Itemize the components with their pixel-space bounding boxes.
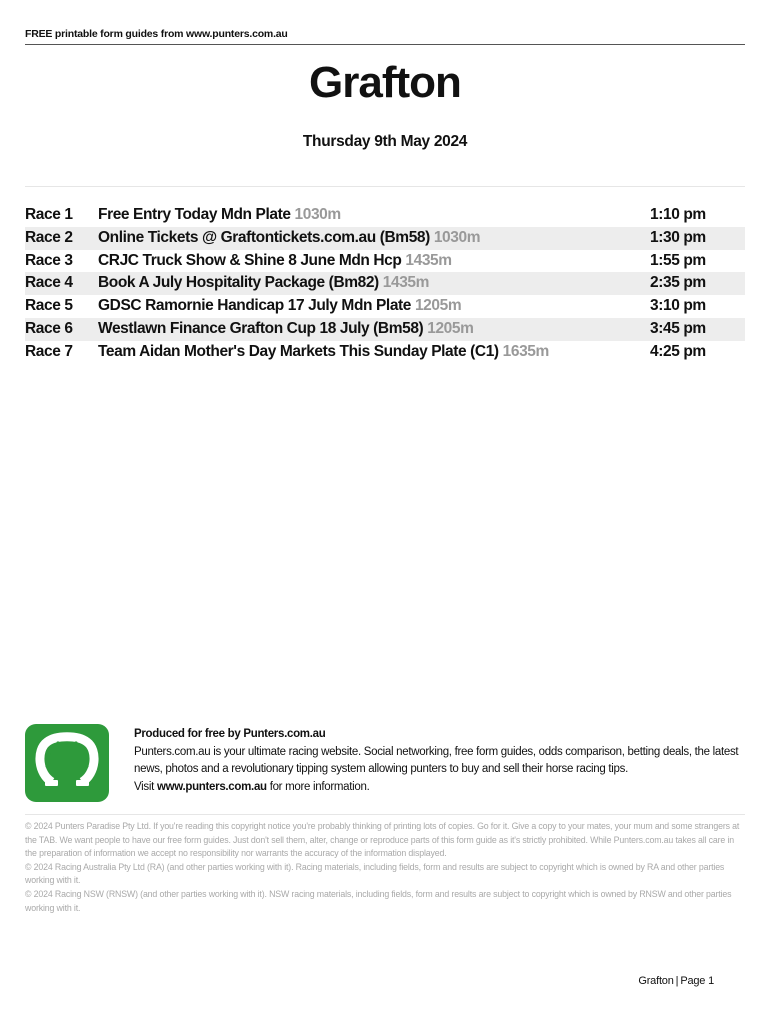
race-number: Race 1 [25, 206, 73, 223]
promo-visit [134, 779, 749, 797]
meeting-date: Thursday 9th May 2024 [302, 133, 468, 150]
race-name: GDSC Ramornie Handicap 17 July Mdn Plate [98, 297, 412, 315]
race-row [25, 227, 745, 250]
race-number: Race 4 [25, 274, 73, 292]
race-number: Race 5 [25, 297, 73, 315]
race-row [25, 318, 745, 341]
race-number: Race 3 [25, 251, 73, 269]
divider [25, 186, 745, 187]
footer-venue: Grafton [638, 975, 674, 987]
copyright-punters: © 2024 Punters Paradise Pty Ltd. If you're reading this copyright notice you're probably thinking of printing lots of copies. Go for it. Give a copy to your mates, your mum and some strangers at the TAB. We want people to have our free form guides. Just don't sell them, alter, change or reproduce parts of this form guide as it's strictly prohibited. While Punters.com.au takes all care in the preparation of information we accept no responsibility nor warrants the accuracy of the information displayed. [25, 821, 740, 859]
race-time: 1:55 pm [650, 251, 706, 269]
race-number: Race 7 [25, 342, 73, 360]
copyright-racing-australia: © 2024 Racing Australia Pty Ltd (RA) (and other parties working with it). Racing materials, including fields, form and results are subject to copyright which is owned by RA and other parties working with it. [25, 861, 725, 886]
race-time: 1:10 pm [650, 206, 706, 223]
race-number: Race 6 [25, 319, 73, 337]
horseshoe-icon [25, 724, 109, 802]
footer-separator: | [675, 975, 679, 987]
visit-suffix: for more information. [269, 780, 370, 793]
venue-title: Grafton [309, 58, 461, 107]
race-distance: 1030m [294, 206, 341, 223]
visit-prefix: Visit [134, 780, 155, 793]
divider [25, 814, 745, 815]
race-time: 2:35 pm [650, 274, 706, 292]
promo-title: Produced for free by Punters.com.au [134, 728, 326, 740]
race-distance: 1635m [502, 342, 549, 360]
header-tagline: FREE printable form guides from www.punters.com.au [25, 28, 745, 45]
race-title [98, 227, 480, 250]
copyright-racing-nsw: © 2024 Racing NSW (RNSW) (and other parties working with it). NSW racing materials, including fields, form and results are subject to copyright which is owned by RNSW and other parties working with it. [25, 888, 732, 913]
race-title [98, 341, 549, 364]
race-name: CRJC Truck Show & Shine 8 June Mdn Hcp [98, 251, 402, 269]
race-row [25, 250, 745, 273]
race-time: 3:10 pm [650, 297, 706, 315]
race-distance: 1030m [433, 228, 481, 246]
punters-link[interactable]: www.punters.com.au [156, 780, 267, 793]
race-time: 1:30 pm [650, 228, 706, 246]
race-name: Team Aidan Mother's Day Markets This Sunday Plate (C1) [98, 342, 499, 360]
race-row [25, 295, 745, 318]
promo-block [134, 726, 749, 796]
race-list [25, 204, 745, 364]
race-name: Online Tickets @ Graftontickets.com.au (Bm58) [98, 228, 430, 246]
page-number: Page 1 [680, 975, 714, 987]
race-name: Free Entry Today Mdn Plate [98, 206, 291, 223]
race-name: Book A July Hospitality Package (Bm82) [98, 274, 379, 292]
page-footer [560, 975, 714, 987]
race-title [98, 272, 429, 295]
race-time: 4:25 pm [650, 342, 706, 360]
race-name: Westlawn Finance Grafton Cup 18 July (Bm58) [98, 319, 424, 337]
legal-notice [25, 820, 747, 915]
race-row [25, 204, 745, 227]
race-distance: 1435m [405, 251, 452, 269]
race-distance: 1205m [427, 319, 474, 337]
race-row [25, 272, 745, 295]
race-title [98, 250, 452, 273]
race-row [25, 341, 745, 364]
promo-body: Punters.com.au is your ultimate racing website. Social networking, free form guides, odds comparison, betting deals, the latest news, photos and a revolutionary tipping system allowing punters to buy and sell their horse racing tips. [134, 745, 739, 775]
race-title [98, 204, 341, 227]
race-distance: 1205m [414, 297, 462, 315]
race-distance: 1435m [382, 274, 430, 292]
race-time: 3:45 pm [650, 319, 706, 337]
race-title [98, 295, 461, 318]
race-title [98, 318, 474, 341]
punters-logo [25, 724, 109, 802]
race-number: Race 2 [25, 228, 73, 246]
